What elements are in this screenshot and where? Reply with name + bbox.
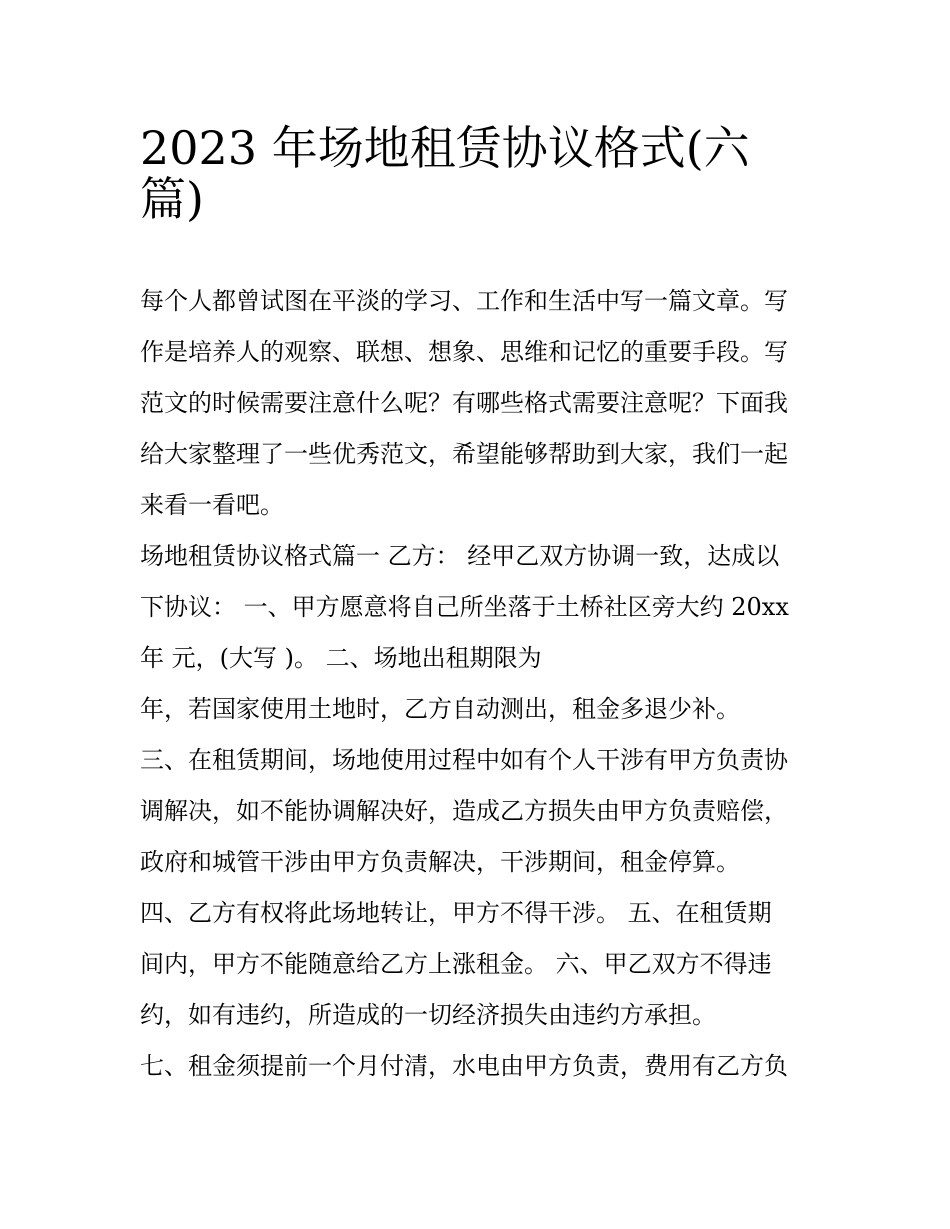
body-line: 作是培养人的观察、联想、想象、思维和记忆的重要手段。写 xyxy=(140,338,788,366)
body-line: 年 元，(大写 )。 二、场地出租期限为 xyxy=(140,644,542,672)
body-line: 来看一看吧。 xyxy=(140,491,284,519)
body-line: 三、在租赁期间，场地使用过程中如有个人干涉有甲方负责协 xyxy=(140,746,788,774)
body-line: 下协议： 一、甲方愿意将自己所坐落于土桥社区旁大约 20xx xyxy=(140,593,789,621)
body-line: 间内，甲方不能随意给乙方上涨租金。 六、甲乙双方不得违 xyxy=(140,950,772,978)
document-body xyxy=(140,276,820,1092)
body-line: 调解决，如不能协调解决好，造成乙方损失由甲方负责赔偿， xyxy=(140,797,788,825)
body-line: 七、租金须提前一个月付清，水电由甲方负责，费用有乙方负 xyxy=(140,1052,788,1080)
body-line: 政府和城管干涉由甲方负责解决，干涉期间，租金停算。 xyxy=(140,848,740,876)
body-line: 给大家整理了一些优秀范文，希望能够帮助到大家，我们一起 xyxy=(140,440,788,468)
body-line: 年，若国家使用土地时，乙方自动测出，租金多退少补。 xyxy=(140,695,740,723)
body-line: 范文的时候需要注意什么呢？有哪些格式需要注意呢？下面我 xyxy=(140,389,788,417)
title-line: 篇) xyxy=(140,172,204,226)
title-line: 2023 年场地租赁协议格式(六 xyxy=(140,121,750,175)
body-line: 每个人都曾试图在平淡的学习、工作和生活中写一篇文章。写 xyxy=(140,287,788,315)
document-title xyxy=(140,114,820,226)
body-line: 约，如有违约，所造成的一切经济损失由违约方承担。 xyxy=(140,1001,716,1029)
body-line: 场地租赁协议格式篇一 乙方： 经甲乙双方协调一致，达成以 xyxy=(140,542,780,570)
body-line: 四、乙方有权将此场地转让，甲方不得干涉。 五、在租赁期 xyxy=(140,899,772,927)
